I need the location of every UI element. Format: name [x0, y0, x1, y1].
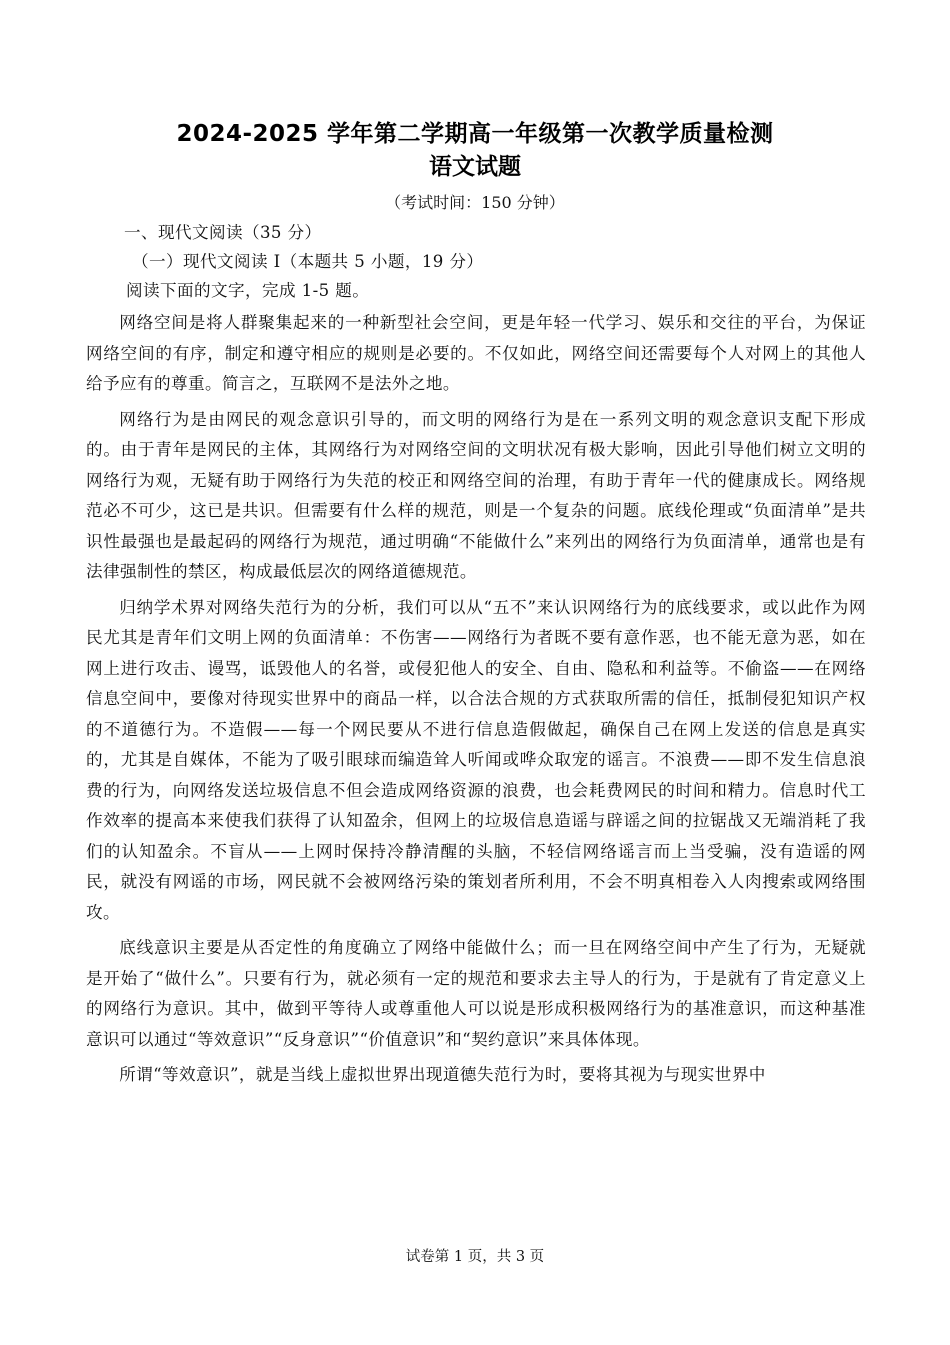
subject-title: 语文试题: [429, 154, 521, 180]
paragraph-2: 网络行为是由网民的观念意识引导的，而文明的网络行为是在一系列文明的观念意识支配下形成的。由于青年是网民的主体，其网络行为对网络空间的文明状况有极大影响，因此引导他们树立文明的网络行为观，无疑有助于网络行为失范的校正和网络空间的治理，有助于青年一代的健康成长。网络规范必不可少，这已是共识。但需要有什么样的规范，则是一个复杂的问题。底线伦理或“负面清单”是共识性最强也是最起码的网络行为规范，通过明确“不能做什么”来列出的网络行为负面清单，通常也是有法律强制性的禁区，构成最低层次的网络道德规范。: [86, 409, 866, 581]
reading-instruction: 阅读下面的文字，完成 1-5 题。: [126, 281, 370, 300]
reading-content: [86, 218, 866, 1096]
page-footer: 试卷第 1 页，共 3 页: [405, 1249, 545, 1265]
paragraph-1: 网络空间是将人群聚集起来的一种新型社会空间，更是年轻一代学习、娱乐和交往的平台，为保证网络空间的有序，制定和遵守相应的规则是必要的。不仅如此，网络空间还需要每个人对网上的其他人给予应有的尊重。简言之，互联网不是法外之地。: [86, 313, 866, 393]
paragraph-3: 归纳学术界对网络失范行为的分析，我们可以从“五不”来认识网络行为的底线要求，或以此作为网民尤其是青年们文明上网的负面清单：不伤害——网络行为者既不要有意作恶，也不能无意为恶，如在网上进行攻击、谩骂，诋毁他人的名誉，或侵犯他人的安全、自由、隐私和利益等。不偷盗——在网络信息空间中，要像对待现实世界中的商品一样，以合法合规的方式获取所需的信任，抵制侵犯知识产权的不道德行为。不造假——每一个网民要从不进行信息造假做起，确保自己在网上发送的信息是真实的，尤其是自媒体，不能为了吸引眼球而编造耸人听闻或哗众取宠的谣言。不浪费——即不发生信息浪费的行为，向网络发送垃圾信息不但会造成网络资源的浪费，也会耗费网民的时间和精力。信息时代工作效率的提高本来使我们获得了认知盈余，但网上的垃圾信息造谣与辟谣之间的拉锯战又无端消耗了我们的认知盈余。不盲从——上网时保持冷静清醒的头脑，不轻信网络谣言而上当受骗，没有造谣的网民，就没有网谣的市场，网民就不会被网络污染的策划者所利用，不会不明真相卷入人肉搜索或网络围攻。: [86, 597, 866, 922]
paragraph-4: 底线意识主要是从否定性的角度确立了网络中能做什么；而一旦在网络空间中产生了行为，无疑就是开始了“做什么”。只要有行为，就必须有一定的规范和要求去主导人的行为，于是就有了肯定意义上的网络行为意识。其中，做到平等待人或尊重他人可以说是形成积极网络行为的基准意识，而这种基准意识可以通过“等效意识”“反身意识”“价值意识”和“契约意识”来具体体现。: [86, 938, 866, 1049]
exam-title: 2024-2025 学年第二学期高一年级第一次教学质量检测: [176, 121, 774, 147]
paragraph-5: 所谓“等效意识”，就是当线上虚拟世界出现道德失范行为时，要将其视为与现实世界中: [119, 1065, 766, 1084]
section-heading: 一、现代文阅读（35 分）: [124, 223, 322, 242]
exam-time: （考试时间：150 分钟）: [385, 193, 565, 212]
subsection-heading: （一）现代文阅读 I（本题共 5 小题，19 分）: [132, 252, 484, 271]
